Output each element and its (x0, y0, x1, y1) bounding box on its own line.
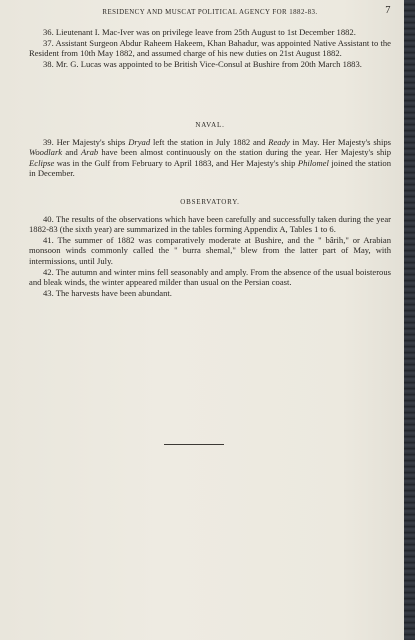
ship-name: Ready (268, 136, 290, 147)
paragraph-42: 42. The autumn and winter mins fell seasonably and amply. From the absence of the usual boisterous and bleak winds, the winter appeared milder than usual on the Persian coast. (29, 266, 391, 288)
paragraph-39: 39. Her Majesty's ships Dryad left the station in July 1882 and Ready in May. Her Majesty's ships Woodlark and Arab have been almost continuously on the station during the year. Her Majesty's ship Eclipse was in the Gulf from February to April 1883, and Her Majesty's ship Philomel joined the station in December. (29, 136, 392, 179)
running-title: RESIDENCY AND MUSCAT POLITICAL AGENCY FOR 1882-83. (102, 9, 318, 16)
end-rule (164, 444, 224, 445)
paragraph-36: 36. Lieutenant I. Mac-Iver was on privilege leave from 25th August to 1st December 1882. (43, 27, 356, 37)
paragraph-43: 43. The harvests have been abundant. (43, 287, 172, 298)
page-number: 7 (385, 5, 391, 16)
ship-name: Eclipse (29, 157, 55, 168)
naval-heading: NAVAL. (195, 121, 225, 129)
observatory-heading: OBSERVATORY. (180, 198, 240, 206)
ship-name: Arab (80, 147, 99, 158)
ship-name: Woodlark (29, 147, 63, 158)
observatory-section (29, 197, 391, 298)
paragraph-40: 40. The results of the observations which have been carefully and successfully taken during the year 1882-83 (the sixth year) are summarized in the tables forming Appendix A, Tables 1 to 6. (29, 213, 391, 235)
naval-section (29, 120, 391, 179)
running-header (29, 5, 391, 20)
paragraph-41: 41. The summer of 1882 was comparatively moderate at Bushire, and the " bârih," or Arabian monsoon winds commonly called the " burra shemal," blew from the latter part of May, with intermissions, until July. (29, 234, 391, 266)
ship-name: Philomel (297, 157, 329, 168)
ship-name: Dryad (128, 136, 151, 147)
paragraph-38: 38. Mr. G. Lucas was appointed to be British Vice-Consul at Bushire from 20th March 1883. (43, 58, 362, 69)
paragraph-37: 37. Assistant Surgeon Abdur Raheem Hakeem, Khan Bahadur, was appointed Native Assistant to the Resident from 10th May 1882, and assumed charge of his new duties on 21st August 1882. (29, 37, 391, 59)
page-edge-shadow (404, 0, 415, 640)
top-section (29, 27, 391, 69)
